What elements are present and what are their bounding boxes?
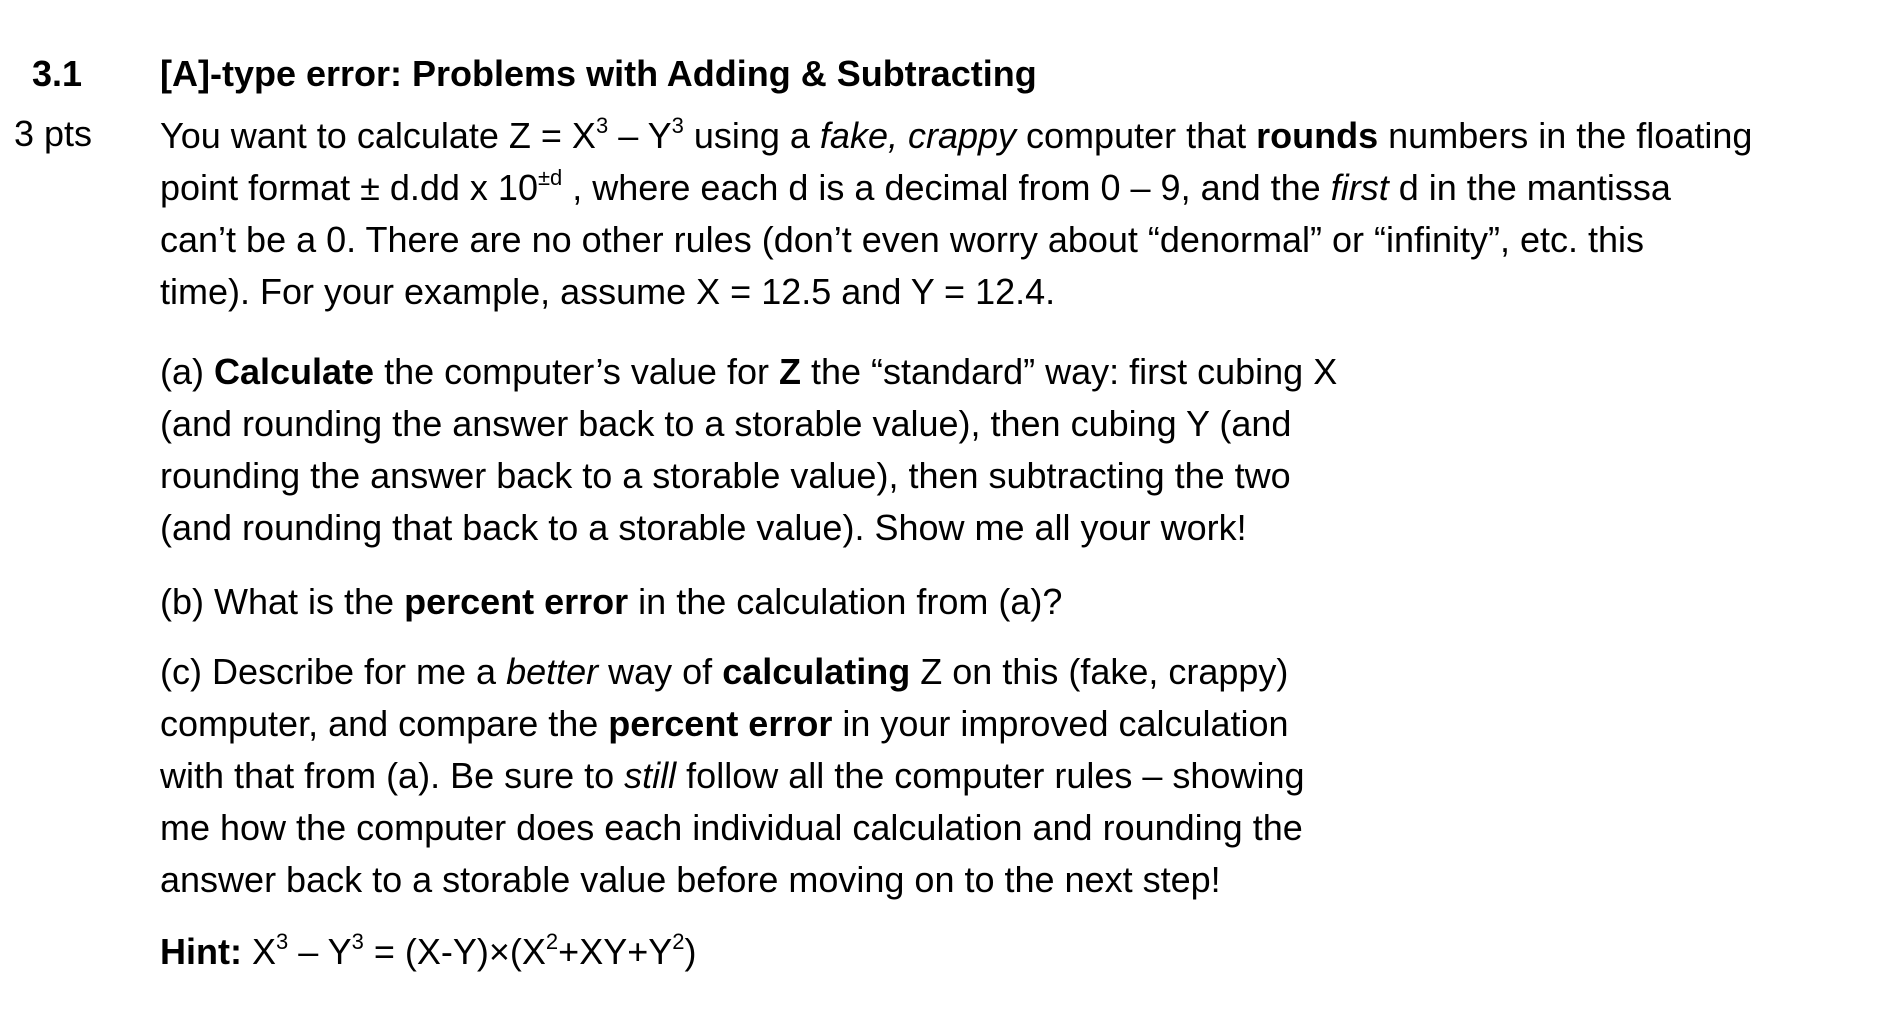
strong-text: Z [778, 351, 801, 392]
text: – Y [288, 931, 352, 972]
text: the computer’s value for [374, 351, 779, 392]
text: , where each d is a decimal from 0 – 9, and the [562, 167, 1331, 208]
superscript: ±d [537, 165, 563, 190]
question-title: [A]-type error: Problems with Adding & Subtracting [160, 53, 1037, 94]
text: way of [598, 651, 723, 692]
part-a-line-1 [160, 346, 1560, 398]
text: Z on this (fake, crappy) [910, 651, 1289, 692]
text: numbers in the floating [1378, 115, 1753, 156]
text: point format ± d.dd x 10 [160, 167, 538, 208]
superscript: 2 [545, 929, 559, 954]
text: +XY+Y [558, 931, 673, 972]
emphasis: fake, crappy [819, 115, 1017, 156]
text: X [241, 931, 276, 972]
hint [160, 926, 697, 978]
text: = (X-Y)×(X [363, 931, 546, 972]
emphasis: still [624, 755, 677, 796]
text: in the calculation from (a)? [628, 581, 1063, 622]
strong-text: percent error [404, 581, 629, 622]
part-a-line-2: (and rounding the answer back to a storable value), then cubing Y (and [160, 403, 1292, 444]
question-points: 3 pts [14, 113, 93, 154]
superscript: 3 [671, 113, 684, 138]
text: follow all the computer rules – showing [676, 755, 1305, 796]
part-c-line-2 [160, 698, 1560, 750]
part-c [160, 646, 1560, 906]
text: d in the mantissa [1388, 167, 1671, 208]
strong-text: Calculate [214, 351, 375, 392]
superscript: 2 [672, 929, 685, 954]
text: computer, and compare the [160, 703, 609, 744]
superscript: 3 [595, 113, 609, 138]
intro-line-2 [160, 162, 1880, 214]
strong-text: calculating [722, 651, 911, 692]
part-c-line-5: answer back to a storable value before moving on to the next step! [160, 859, 1221, 900]
part-a-line-3: rounding the answer back to a storable value), then subtracting the two [160, 455, 1291, 496]
text: (a) [160, 351, 214, 392]
part-a-line-4: (and rounding that back to a storable value). Show me all your work! [160, 507, 1247, 548]
text: (b) What is the [160, 581, 405, 622]
text: (c) Describe for me a [160, 651, 507, 692]
part-c-line-3 [160, 750, 1560, 802]
emphasis: first [1330, 167, 1389, 208]
part-c-line-1 [160, 646, 1560, 698]
hint-label: Hint: [160, 931, 242, 972]
text: using a [683, 115, 820, 156]
superscript: 3 [275, 929, 289, 954]
question-number: 3.1 [32, 53, 83, 94]
text: computer that [1016, 115, 1257, 156]
text: the “standard” way: first cubing X [800, 351, 1338, 392]
emphasis: better [506, 651, 599, 692]
text: with that from (a). Be sure to [160, 755, 625, 796]
text: ) [684, 931, 697, 972]
part-b [160, 576, 1062, 628]
intro-paragraph [160, 110, 1880, 318]
intro-line-3: can’t be a 0. There are no other rules (don’t even worry about “denormal” or “infinity”, etc. this [160, 219, 1645, 260]
part-a [160, 346, 1560, 554]
text: You want to calculate Z = X [160, 115, 596, 156]
superscript: 3 [351, 929, 364, 954]
text: in your improved calculation [832, 703, 1289, 744]
strong-text: percent error [608, 703, 833, 744]
intro-line-1 [160, 110, 1880, 162]
strong-text: rounds [1256, 115, 1379, 156]
part-c-line-4: me how the computer does each individual calculation and rounding the [160, 807, 1303, 848]
intro-line-4: time). For your example, assume X = 12.5 and Y = 12.4. [160, 271, 1056, 312]
text: – Y [608, 115, 672, 156]
